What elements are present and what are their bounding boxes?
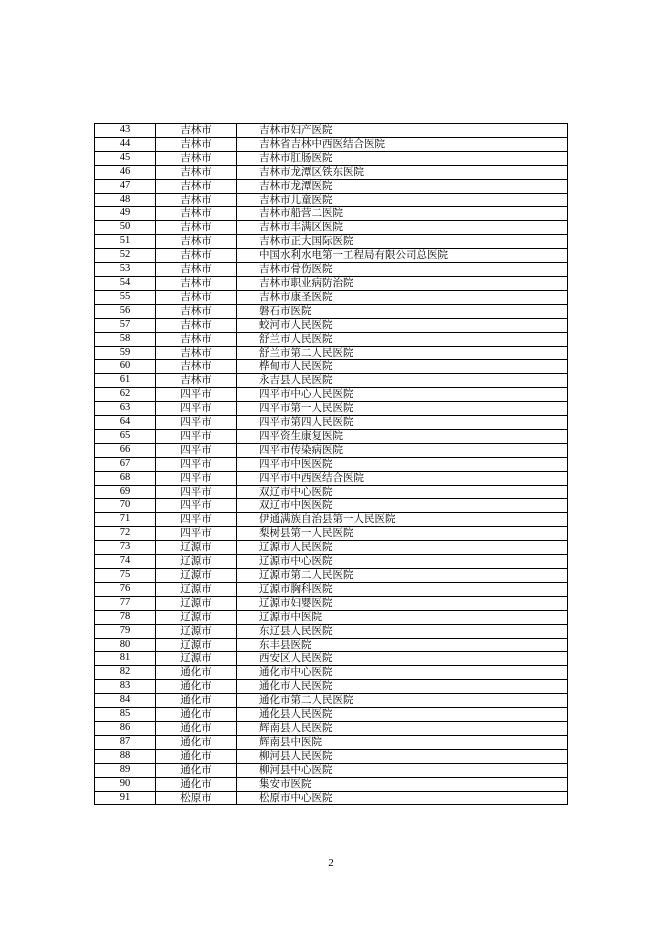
city-cell: 吉林市 (156, 360, 237, 374)
city-cell: 通化市 (156, 777, 237, 791)
row-number-cell: 84 (95, 694, 156, 708)
hospital-name-cell: 吉林市职业病防治院 (237, 276, 568, 290)
row-number-cell: 56 (95, 304, 156, 318)
city-cell: 吉林市 (156, 346, 237, 360)
row-number-cell: 58 (95, 332, 156, 346)
city-cell: 通化市 (156, 694, 237, 708)
city-cell: 吉林市 (156, 332, 237, 346)
row-number-cell: 59 (95, 346, 156, 360)
hospital-name-cell: 蛟河市人民医院 (237, 318, 568, 332)
hospital-name-cell: 磐石市医院 (237, 304, 568, 318)
row-number-cell: 89 (95, 763, 156, 777)
table-row (95, 777, 568, 791)
table-row (95, 582, 568, 596)
table-row (95, 374, 568, 388)
city-cell: 通化市 (156, 763, 237, 777)
table-row (95, 346, 568, 360)
city-cell: 辽源市 (156, 624, 237, 638)
city-cell: 吉林市 (156, 276, 237, 290)
hospital-name-cell: 舒兰市第二人民医院 (237, 346, 568, 360)
hospital-name-cell: 伊通满族自治县第一人民医院 (237, 513, 568, 527)
table-row (95, 235, 568, 249)
row-number-cell: 43 (95, 124, 156, 138)
row-number-cell: 54 (95, 276, 156, 290)
city-cell: 辽源市 (156, 638, 237, 652)
row-number-cell: 88 (95, 749, 156, 763)
table-row (95, 638, 568, 652)
hospital-name-cell: 辽源市中心医院 (237, 555, 568, 569)
row-number-cell: 66 (95, 443, 156, 457)
row-number-cell: 52 (95, 249, 156, 263)
hospital-name-cell: 双辽市中医医院 (237, 499, 568, 513)
table-row (95, 791, 568, 805)
table-row (95, 527, 568, 541)
row-number-cell: 60 (95, 360, 156, 374)
city-cell: 通化市 (156, 680, 237, 694)
city-cell: 辽源市 (156, 569, 237, 583)
hospital-name-cell: 吉林市肛肠医院 (237, 151, 568, 165)
city-cell: 吉林市 (156, 137, 237, 151)
table-row (95, 541, 568, 555)
table-row (95, 179, 568, 193)
hospital-name-cell: 四平市传染病医院 (237, 443, 568, 457)
table-row (95, 555, 568, 569)
row-number-cell: 62 (95, 388, 156, 402)
table-body (95, 124, 568, 805)
city-cell: 吉林市 (156, 193, 237, 207)
hospital-name-cell: 中国水利水电第一工程局有限公司总医院 (237, 249, 568, 263)
table-row (95, 276, 568, 290)
city-cell: 吉林市 (156, 374, 237, 388)
hospital-name-cell: 吉林市儿童医院 (237, 193, 568, 207)
table-row (95, 666, 568, 680)
table-row (95, 207, 568, 221)
table-row (95, 694, 568, 708)
row-number-cell: 57 (95, 318, 156, 332)
city-cell: 吉林市 (156, 318, 237, 332)
city-cell: 吉林市 (156, 249, 237, 263)
hospital-name-cell: 吉林市丰满区医院 (237, 221, 568, 235)
city-cell: 四平市 (156, 416, 237, 430)
row-number-cell: 63 (95, 402, 156, 416)
hospital-name-cell: 永吉县人民医院 (237, 374, 568, 388)
row-number-cell: 65 (95, 429, 156, 443)
hospital-name-cell: 辉南县中医院 (237, 735, 568, 749)
table-row (95, 457, 568, 471)
row-number-cell: 74 (95, 555, 156, 569)
hospital-name-cell: 辽源市胸科医院 (237, 582, 568, 596)
city-cell: 吉林市 (156, 179, 237, 193)
city-cell: 辽源市 (156, 610, 237, 624)
city-cell: 四平市 (156, 443, 237, 457)
table-row (95, 332, 568, 346)
city-cell: 通化市 (156, 721, 237, 735)
table-row (95, 569, 568, 583)
table-row (95, 193, 568, 207)
table-row (95, 151, 568, 165)
hospital-name-cell: 四平市中医医院 (237, 457, 568, 471)
hospital-name-cell: 辽源市中医院 (237, 610, 568, 624)
hospital-name-cell: 桦甸市人民医院 (237, 360, 568, 374)
city-cell: 吉林市 (156, 165, 237, 179)
table-row (95, 708, 568, 722)
row-number-cell: 51 (95, 235, 156, 249)
table-row (95, 402, 568, 416)
row-number-cell: 53 (95, 263, 156, 277)
city-cell: 通化市 (156, 735, 237, 749)
hospital-name-cell: 四平市中西医结合医院 (237, 471, 568, 485)
row-number-cell: 55 (95, 290, 156, 304)
hospital-name-cell: 四平资生康复医院 (237, 429, 568, 443)
hospital-name-cell: 柳河县中心医院 (237, 763, 568, 777)
hospital-name-cell: 吉林市船营二医院 (237, 207, 568, 221)
table-row (95, 429, 568, 443)
hospital-name-cell: 通化市第二人民医院 (237, 694, 568, 708)
row-number-cell: 44 (95, 137, 156, 151)
table-row (95, 735, 568, 749)
city-cell: 四平市 (156, 402, 237, 416)
hospital-name-cell: 吉林市妇产医院 (237, 124, 568, 138)
city-cell: 辽源市 (156, 541, 237, 555)
city-cell: 四平市 (156, 513, 237, 527)
table-row (95, 416, 568, 430)
table-row (95, 290, 568, 304)
hospital-name-cell: 吉林市康圣医院 (237, 290, 568, 304)
hospital-list-table (94, 123, 568, 805)
hospital-name-cell: 吉林市龙潭医院 (237, 179, 568, 193)
table-row (95, 721, 568, 735)
page-number: 2 (328, 857, 334, 869)
table-row (95, 652, 568, 666)
row-number-cell: 83 (95, 680, 156, 694)
table-row (95, 318, 568, 332)
city-cell: 通化市 (156, 749, 237, 763)
hospital-name-cell: 舒兰市人民医院 (237, 332, 568, 346)
row-number-cell: 82 (95, 666, 156, 680)
hospital-name-cell: 辽源市第二人民医院 (237, 569, 568, 583)
table-row (95, 485, 568, 499)
city-cell: 四平市 (156, 499, 237, 513)
row-number-cell: 87 (95, 735, 156, 749)
row-number-cell: 67 (95, 457, 156, 471)
hospital-name-cell: 东辽县人民医院 (237, 624, 568, 638)
city-cell: 吉林市 (156, 207, 237, 221)
row-number-cell: 72 (95, 527, 156, 541)
city-cell: 四平市 (156, 388, 237, 402)
hospital-name-cell: 吉林省吉林中西医结合医院 (237, 137, 568, 151)
row-number-cell: 49 (95, 207, 156, 221)
city-cell: 吉林市 (156, 235, 237, 249)
city-cell: 松原市 (156, 791, 237, 805)
row-number-cell: 73 (95, 541, 156, 555)
hospital-name-cell: 通化县人民医院 (237, 708, 568, 722)
row-number-cell: 76 (95, 582, 156, 596)
hospital-name-cell: 四平市第四人民医院 (237, 416, 568, 430)
row-number-cell: 75 (95, 569, 156, 583)
city-cell: 四平市 (156, 527, 237, 541)
hospital-name-cell: 通化市人民医院 (237, 680, 568, 694)
row-number-cell: 47 (95, 179, 156, 193)
table-row (95, 513, 568, 527)
row-number-cell: 77 (95, 596, 156, 610)
table-row (95, 499, 568, 513)
city-cell: 辽源市 (156, 555, 237, 569)
hospital-name-cell: 辉南县人民医院 (237, 721, 568, 735)
city-cell: 吉林市 (156, 304, 237, 318)
row-number-cell: 80 (95, 638, 156, 652)
city-cell: 辽源市 (156, 582, 237, 596)
city-cell: 四平市 (156, 471, 237, 485)
table-row (95, 263, 568, 277)
city-cell: 四平市 (156, 485, 237, 499)
row-number-cell: 64 (95, 416, 156, 430)
hospital-name-cell: 四平市中心人民医院 (237, 388, 568, 402)
row-number-cell: 68 (95, 471, 156, 485)
hospital-name-cell: 东丰县医院 (237, 638, 568, 652)
hospital-name-cell: 通化市中心医院 (237, 666, 568, 680)
table-row (95, 360, 568, 374)
table-row (95, 680, 568, 694)
table-row (95, 471, 568, 485)
city-cell: 吉林市 (156, 221, 237, 235)
hospital-name-cell: 梨树县第一人民医院 (237, 527, 568, 541)
row-number-cell: 50 (95, 221, 156, 235)
table-row (95, 165, 568, 179)
city-cell: 吉林市 (156, 263, 237, 277)
row-number-cell: 78 (95, 610, 156, 624)
hospital-name-cell: 吉林市正大国际医院 (237, 235, 568, 249)
table-row (95, 137, 568, 151)
row-number-cell: 69 (95, 485, 156, 499)
table-row (95, 124, 568, 138)
row-number-cell: 71 (95, 513, 156, 527)
table-row (95, 304, 568, 318)
row-number-cell: 79 (95, 624, 156, 638)
row-number-cell: 61 (95, 374, 156, 388)
row-number-cell: 91 (95, 791, 156, 805)
hospital-name-cell: 西安区人民医院 (237, 652, 568, 666)
row-number-cell: 85 (95, 708, 156, 722)
city-cell: 辽源市 (156, 652, 237, 666)
row-number-cell: 48 (95, 193, 156, 207)
city-cell: 四平市 (156, 429, 237, 443)
city-cell: 吉林市 (156, 151, 237, 165)
table-row (95, 763, 568, 777)
hospital-name-cell: 松原市中心医院 (237, 791, 568, 805)
city-cell: 吉林市 (156, 290, 237, 304)
city-cell: 通化市 (156, 708, 237, 722)
row-number-cell: 70 (95, 499, 156, 513)
table-row (95, 624, 568, 638)
row-number-cell: 90 (95, 777, 156, 791)
table-row (95, 443, 568, 457)
hospital-name-cell: 辽源市人民医院 (237, 541, 568, 555)
city-cell: 辽源市 (156, 596, 237, 610)
table-row (95, 388, 568, 402)
table-row (95, 749, 568, 763)
row-number-cell: 81 (95, 652, 156, 666)
city-cell: 四平市 (156, 457, 237, 471)
row-number-cell: 86 (95, 721, 156, 735)
hospital-name-cell: 吉林市龙潭区铁东医院 (237, 165, 568, 179)
hospital-name-cell: 柳河县人民医院 (237, 749, 568, 763)
table-row (95, 596, 568, 610)
row-number-cell: 45 (95, 151, 156, 165)
city-cell: 吉林市 (156, 124, 237, 138)
hospital-name-cell: 集安市医院 (237, 777, 568, 791)
hospital-name-cell: 辽源市妇婴医院 (237, 596, 568, 610)
row-number-cell: 46 (95, 165, 156, 179)
city-cell: 通化市 (156, 666, 237, 680)
table-row (95, 610, 568, 624)
table-row (95, 221, 568, 235)
table-row (95, 249, 568, 263)
hospital-name-cell: 吉林市骨伤医院 (237, 263, 568, 277)
hospital-name-cell: 双辽市中心医院 (237, 485, 568, 499)
hospital-name-cell: 四平市第一人民医院 (237, 402, 568, 416)
